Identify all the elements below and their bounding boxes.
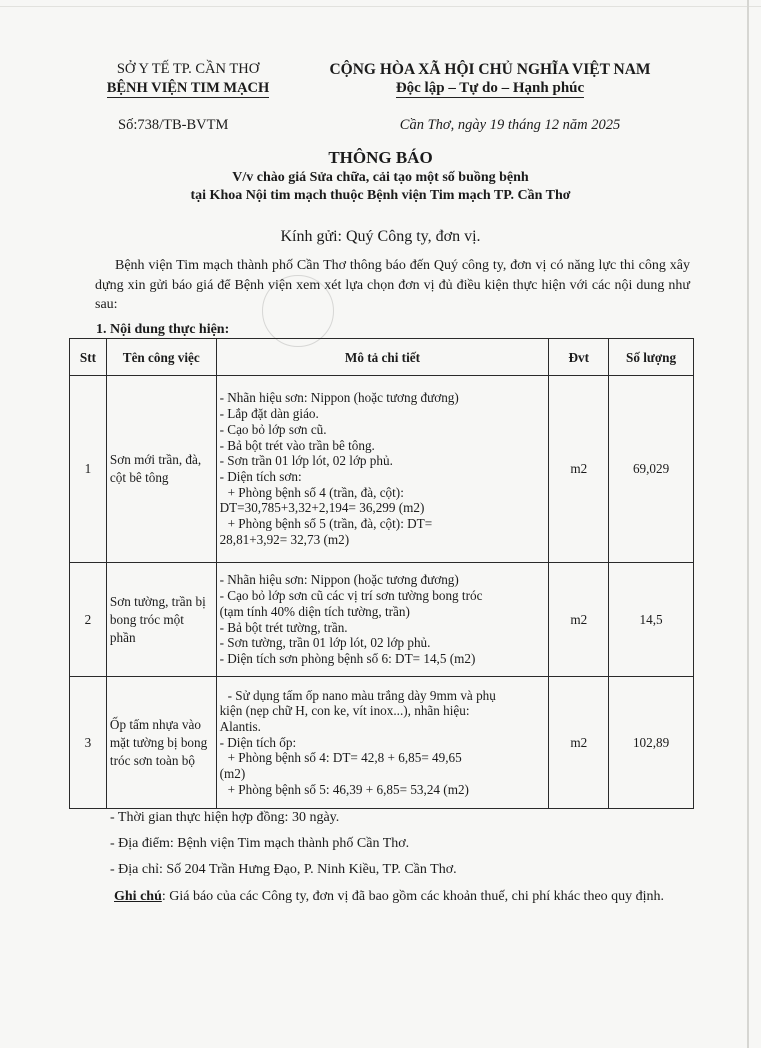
desc-line: (m2)	[219, 766, 246, 782]
table-header-row	[70, 339, 694, 376]
note-address: - Địa chỉ: Số 204 Trần Hưng Đạo, P. Ninh Kiều, TP. Cần Thơ.	[110, 862, 457, 877]
cell-unit: m2	[549, 376, 609, 563]
desc-line: - Sơn tường, trần 01 lớp lót, 02 lớp phủ.	[219, 635, 431, 651]
table-row	[70, 563, 694, 677]
document-number: Số:738/TB-BVTM	[118, 117, 229, 133]
date-line: Cần Thơ, ngày 19 tháng 12 năm 2025	[399, 117, 621, 133]
section-heading: 1. Nội dung thực hiện:	[96, 322, 230, 337]
desc-line: - Sơn trần 01 lớp lót, 02 lớp phủ.	[219, 453, 393, 469]
desc-line: Alantis.	[219, 718, 261, 734]
desc-line: DT=30,785+3,32+2,194= 36,299 (m2)	[219, 500, 425, 516]
nation-motto	[300, 80, 680, 97]
cell-unit: m2	[549, 563, 609, 677]
desc-line: + Phòng bệnh số 5 (trần, đà, cột): DT=	[227, 516, 433, 532]
desc-line: + Phòng bệnh số 4 (trần, đà, cột):	[227, 484, 404, 500]
nation-title: CỘNG HÒA XÃ HỘI CHỦ NGHĨA VIỆT NAM	[329, 61, 651, 78]
org-line-1: SỞ Y TẾ TP. CẦN THƠ	[116, 61, 260, 77]
desc-line: - Nhãn hiệu sơn: Nippon (hoặc tương đương)	[219, 572, 459, 588]
desc-line: - Nhãn hiệu sơn: Nippon (hoặc tương đương)	[219, 390, 459, 406]
desc-line: - Bả bột trét vào trần bê tông.	[219, 437, 375, 453]
cell-qty: 102,89	[609, 677, 694, 809]
desc-line: - Cạo bỏ lớp sơn cũ.	[219, 421, 327, 437]
desc-line: kiện (nẹp chữ H, con ke, vít inox...), nhãn hiệu:	[219, 703, 470, 719]
cell-qty: 69,029	[609, 376, 694, 563]
scan-edge-top	[0, 6, 761, 7]
footnote-text: : Giá báo của các Công ty, đơn vị đã bao gồm các khoản thuế, chi phí khác theo quy định.	[161, 889, 665, 904]
document-subject-line-2: tại Khoa Nội tim mạch thuộc Bệnh viện Tim mạch TP. Cần Thơ	[190, 188, 571, 203]
col-header-stt: Stt	[70, 339, 107, 376]
intro-paragraph: Bệnh viện Tim mạch thành phố Cần Thơ thông báo đến Quý công ty, đơn vị có năng lực thi công xây dựng xin gửi báo giá để Bệnh viện xem xét lựa chọn đơn vị đủ điều kiện thực hiện với các nội dung như sau:	[95, 258, 690, 312]
table-row	[70, 677, 694, 809]
cell-name: Ốp tấm nhựa vào mặt tường bị bong tróc sơn toàn bộ	[106, 677, 216, 809]
note-location: - Địa điểm: Bệnh viện Tim mạch thành phố Cần Thơ.	[110, 836, 410, 851]
col-header-name: Tên công việc	[106, 339, 216, 376]
greeting: Kính gửi: Quý Công ty, đơn vị.	[280, 228, 481, 245]
org-line-2	[88, 80, 288, 97]
desc-line: (tạm tính 40% diện tích tường, trần)	[219, 603, 410, 619]
desc-line: - Lắp đặt dàn giáo.	[219, 406, 319, 422]
col-header-qty: Số lượng	[609, 339, 694, 376]
desc-line: - Diện tích sơn phòng bệnh số 6: DT= 14,5 (m2)	[219, 650, 476, 666]
cell-qty: 14,5	[609, 563, 694, 677]
desc-line: - Diện tích sơn:	[219, 469, 302, 484]
col-header-desc: Mô tả chi tiết	[216, 339, 549, 376]
cell-name: Sơn tường, trần bị bong tróc một phần	[106, 563, 216, 677]
col-header-unit: Đvt	[549, 339, 609, 376]
desc-line: + Phòng bệnh số 4: DT= 42,8 + 6,85= 49,65	[227, 750, 462, 766]
note-duration: - Thời gian thực hiện hợp đồng: 30 ngày.	[110, 810, 340, 825]
cell-desc	[216, 677, 549, 809]
footnote-paragraph	[95, 887, 690, 907]
cell-desc	[216, 376, 549, 563]
cell-desc	[216, 563, 549, 677]
motto-text: Độc lập – Tự do – Hạnh phúc	[395, 80, 585, 96]
cell-stt: 1	[70, 376, 107, 563]
cell-stt: 2	[70, 563, 107, 677]
cell-stt: 3	[70, 677, 107, 809]
desc-line: + Phòng bệnh số 5: 46,39 + 6,85= 53,24 (m2)	[227, 781, 469, 797]
cell-name: Sơn mới trần, đà, cột bê tông	[106, 376, 216, 563]
desc-line: 28,81+3,92= 32,73 (m2)	[219, 531, 350, 547]
table-row	[70, 376, 694, 563]
document-subject-line-1: V/v chào giá Sửa chữa, cải tạo một số buồng bệnh	[232, 170, 529, 185]
footnote-label: Ghi chú	[114, 889, 162, 904]
desc-line: - Bả bột trét tường, trần.	[219, 619, 348, 635]
desc-line: - Cạo bỏ lớp sơn cũ các vị trí sơn tường bong tróc	[219, 588, 483, 604]
desc-line: - Sử dụng tấm ốp nano màu trắng dày 9mm và phụ	[227, 687, 496, 703]
work-items-table	[69, 338, 694, 809]
document-title: THÔNG BÁO	[328, 148, 433, 167]
org-name: BỆNH VIỆN TIM MẠCH	[106, 80, 270, 96]
cell-unit: m2	[549, 677, 609, 809]
desc-line: - Diện tích ốp:	[219, 734, 297, 750]
